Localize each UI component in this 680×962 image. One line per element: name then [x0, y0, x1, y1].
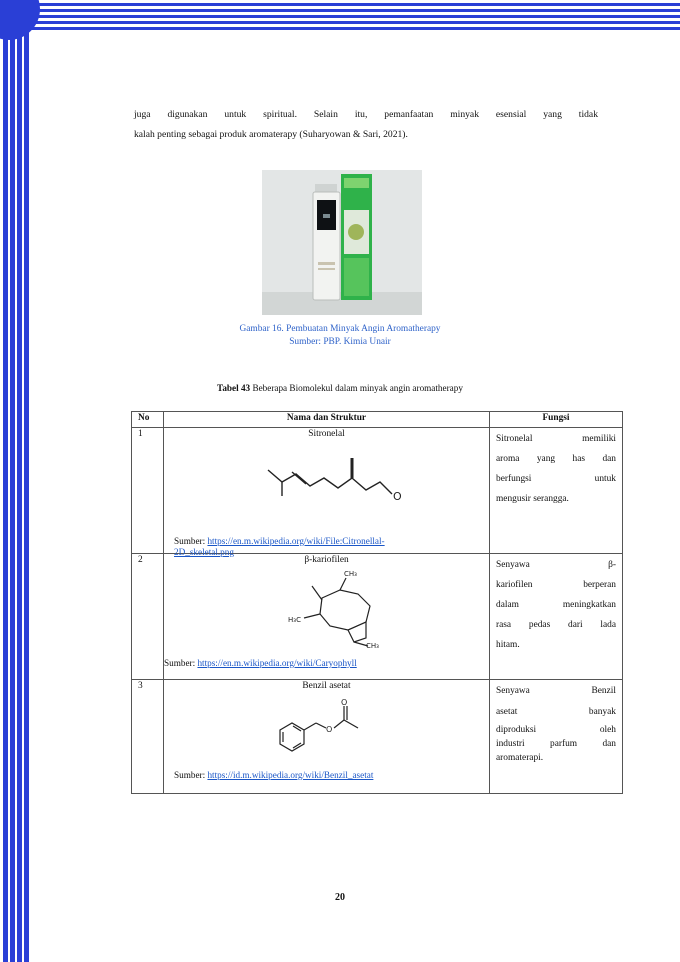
source-label: Sumber:: [174, 770, 206, 780]
header-no: No: [132, 412, 164, 428]
compound-name: Sitronelal: [308, 429, 345, 439]
table-header-row: [132, 412, 623, 428]
source-link[interactable]: https://en.m.wikipedia.org/wiki/File:Citronellal-: [207, 536, 385, 546]
header-name-structure: Nama dan Struktur: [164, 412, 490, 428]
row-number: 2: [132, 554, 164, 680]
top-border-stripe: [0, 15, 680, 18]
row-structure-cell: [164, 554, 490, 680]
corner-ornament: [0, 0, 40, 40]
source-link[interactable]: 2D_skeletal.png: [174, 547, 234, 557]
function-line: dalam meningkatkan: [496, 600, 616, 610]
row-function-cell: [490, 428, 623, 554]
left-border-bar: [3, 0, 8, 962]
top-border-stripe: [0, 9, 680, 12]
source-link[interactable]: https://id.m.wikipedia.org/wiki/Benzil_asetat: [207, 770, 374, 780]
top-border-stripe: [0, 21, 680, 24]
row-function-cell: [490, 554, 623, 680]
function-line: asetat banyak: [496, 707, 616, 717]
svg-text:O: O: [326, 725, 333, 734]
top-border-stripe: [0, 27, 680, 30]
function-line: Sitronelal memiliki: [496, 434, 616, 444]
row-number: 3: [132, 680, 164, 794]
biomolecule-table: [131, 411, 623, 794]
table-caption-label: Tabel 43: [217, 383, 251, 393]
svg-text:O: O: [393, 490, 402, 503]
function-line: Senyawa Benzil: [496, 686, 616, 696]
function-line: aromaterapi.: [496, 753, 544, 763]
body-paragraph: [134, 105, 598, 145]
left-border-bar: [24, 0, 29, 962]
top-border-stripe: [0, 3, 680, 6]
function-line: kariofilen berperan: [496, 580, 616, 590]
product-photo: [262, 170, 422, 315]
page-number: 20: [335, 892, 345, 903]
table-row: [132, 428, 623, 554]
function-line: industri parfum dan: [496, 739, 616, 749]
function-line: hitam.: [496, 640, 520, 650]
row-structure-cell: [164, 428, 490, 557]
compound-name: β-kariofilen: [304, 555, 349, 565]
figure-caption: Gambar 16. Pembuatan Minyak Angin Aromatherapy: [239, 324, 441, 334]
row-function-cell: [490, 680, 623, 794]
function-line: Senyawa β-: [496, 560, 616, 570]
benzyl-acetate-structure: [268, 696, 378, 756]
function-line: mengusir serangga.: [496, 494, 569, 504]
citronellal-structure: [262, 448, 412, 508]
function-line: diproduksi oleh: [496, 725, 616, 735]
source-label: Sumber:: [174, 536, 206, 546]
caryophyllene-structure: [282, 568, 402, 650]
function-line: rasa pedas dari lada: [496, 620, 616, 630]
paragraph-line: juga digunakan untuk spiritual. Selain itu, pemanfaatan minyak esensial yang tidak: [134, 109, 598, 120]
table-row: [132, 554, 623, 680]
svg-text:O: O: [341, 698, 348, 707]
figure-source: Sumber: PBP. Kimia Unair: [289, 337, 391, 347]
function-line: aroma yang has dan: [496, 454, 616, 464]
compound-name: Benzil asetat: [302, 681, 351, 691]
row-structure-cell: [164, 680, 490, 794]
source-link[interactable]: https://en.m.wikipedia.org/wiki/Caryophyll: [197, 658, 357, 668]
table-row: [132, 680, 623, 794]
structure-label: H₃C: [288, 616, 301, 624]
row-number: 1: [132, 428, 164, 554]
paragraph-line: kalah penting sebagai produk aromaterapy (Suharyowan & Sari, 2021).: [134, 129, 408, 140]
structure-label: CH₃: [366, 642, 379, 650]
left-border-bar: [17, 0, 22, 962]
source-label: Sumber:: [164, 658, 196, 668]
left-border-bar: [10, 0, 15, 962]
table-caption: [0, 383, 680, 393]
header-function: Fungsi: [490, 412, 623, 428]
table-caption-text: Beberapa Biomolekul dalam minyak angin aromatherapy: [252, 383, 463, 393]
function-line: berfungsi untuk: [496, 474, 616, 484]
structure-label: CH₃: [344, 570, 357, 578]
